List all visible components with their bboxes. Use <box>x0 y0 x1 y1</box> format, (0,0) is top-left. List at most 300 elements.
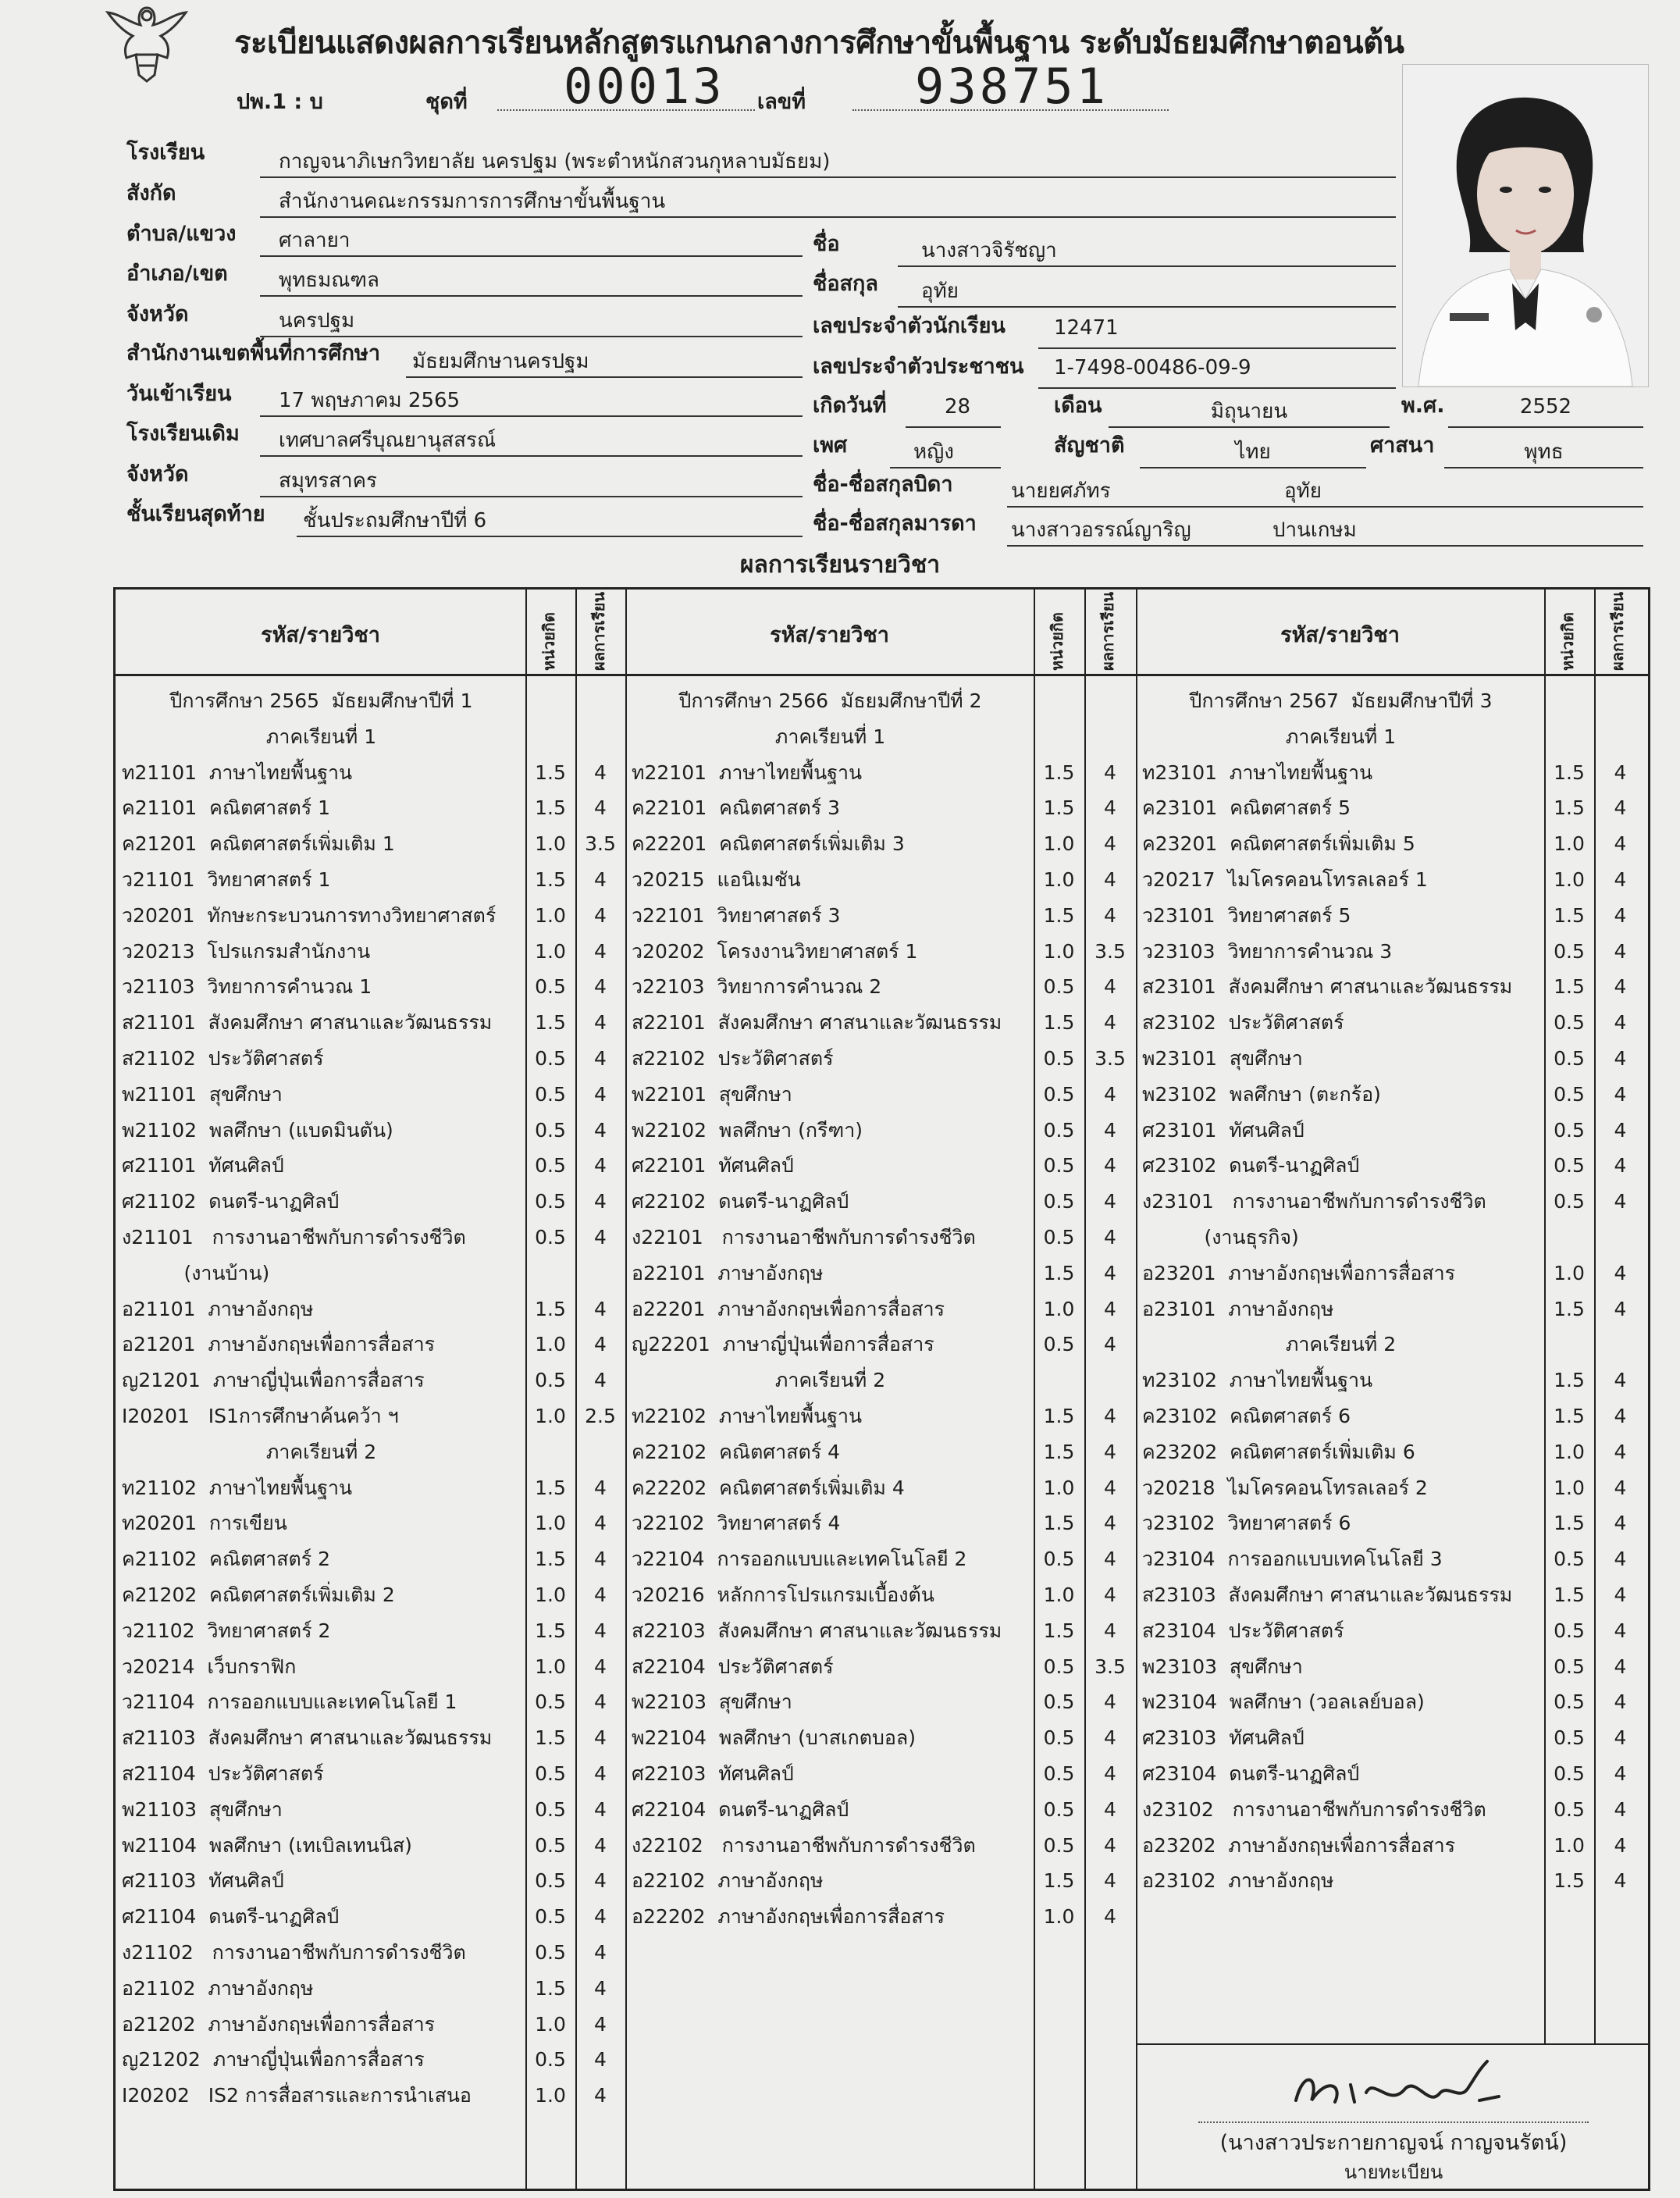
subject-cell: ส22101 สังคมศึกษา ศาสนาและวัฒนธรรม <box>632 1011 1002 1035</box>
subject-cell: พ22103 สุขศึกษา <box>632 1690 792 1714</box>
table-section-heading <box>625 683 1136 718</box>
credits-cell: 0.5 <box>1554 1762 1585 1785</box>
subject-cell: อ23201 ภาษาอังกฤษเพื่อการสื่อสาร <box>1142 1261 1456 1284</box>
credits-cell: 1.5 <box>1554 1512 1585 1535</box>
surname-label: ชื่อสกุล <box>813 272 878 296</box>
subject-cell: ศ22101 ทัศนศิลป์ <box>632 1154 794 1177</box>
area-office-field <box>406 345 803 378</box>
credits-cell: 0.5 <box>535 1690 566 1714</box>
grade-cell: 4 <box>1614 939 1627 963</box>
credits-cell: 1.0 <box>1043 1905 1075 1929</box>
subject-cell: ว22101 วิทยาศาสตร์ 3 <box>632 903 841 927</box>
grade-cell: 4 <box>1104 1405 1116 1427</box>
subject-cell: ง22101 การงานอาชีพกับการดำรงชีวิต <box>632 1226 976 1249</box>
credits-cell: 0.5 <box>1043 1762 1075 1785</box>
grade-cell: 4 <box>1614 1655 1627 1678</box>
grade-cell: 4 <box>1104 1082 1116 1106</box>
table-row <box>625 1828 1136 1863</box>
credits-cell: 0.5 <box>1043 1655 1075 1678</box>
subject-cell: ปีการศึกษา 2566 มัธยมศึกษาปีที่ 2 <box>678 689 982 712</box>
grade-cell: 4 <box>1614 1512 1627 1535</box>
grade-cell: 4 <box>1104 1440 1116 1463</box>
subject-cell: ว21102 วิทยาศาสตร์ 2 <box>122 1619 331 1642</box>
subject-cell: ญ22201 ภาษาญี่ปุ่นเพื่อการสื่อสาร <box>632 1333 934 1356</box>
table-row <box>116 2007 625 2042</box>
birth-year-value: 2552 <box>1519 395 1572 419</box>
credits-cell: 1.5 <box>535 1548 566 1571</box>
grades-table <box>113 587 1650 2191</box>
credits-cell: 1.0 <box>1554 1261 1585 1284</box>
credits-cell: 0.5 <box>1043 1190 1075 1213</box>
table-row <box>1136 1041 1646 1076</box>
grade-cell: 4 <box>594 1297 607 1320</box>
citizen-id-label: เลขประจำตัวประชาชน <box>813 354 1024 379</box>
credits-cell: 0.5 <box>1554 1011 1585 1035</box>
credits-column-header: หน่วยกิต <box>1048 612 1066 671</box>
subject-cell: ว23103 วิทยาการคำนวณ 3 <box>1142 939 1393 963</box>
credits-cell: 1.0 <box>1043 1476 1075 1499</box>
grade-cell: 4 <box>1104 796 1116 820</box>
subject-cell: ค23101 คณิตศาสตร์ 5 <box>1142 796 1351 820</box>
district-field <box>260 264 803 297</box>
grade-cell: 4 <box>594 2012 607 2036</box>
table-row <box>116 1684 625 1719</box>
credits-cell: 1.5 <box>1554 903 1585 927</box>
subject-cell: ภาคเรียนที่ 2 <box>265 1440 377 1463</box>
credits-cell: 0.5 <box>535 1226 566 1249</box>
grade-cell: 4 <box>1614 1797 1627 1821</box>
credits-cell: 0.5 <box>535 1905 566 1929</box>
credits-cell: 1.0 <box>1554 1476 1585 1499</box>
credits-cell: 0.5 <box>535 1833 566 1857</box>
grade-cell: 4 <box>594 1619 607 1642</box>
subject-cell: ศ21103 ทัศนศิลป์ <box>122 1869 284 1893</box>
credits-cell: 1.5 <box>1554 1297 1585 1320</box>
credits-cell: 1.0 <box>1043 939 1075 963</box>
subject-cell: ศ23101 ทัศนศิลป์ <box>1142 1118 1304 1142</box>
grade-cell: 4 <box>1614 1583 1627 1606</box>
grade-cell: 4 <box>1104 1905 1116 1929</box>
subject-cell: ส21103 สังคมศึกษา ศาสนาและวัฒนธรรม <box>122 1726 493 1750</box>
school-value: กาญจนาภิเษกวิทยาลัย นครปฐม (พระตำหนักสวนกุหลาบมัธยม) <box>279 150 831 173</box>
subject-cell: ปีการศึกษา 2565 มัธยมศึกษาปีที่ 1 <box>169 689 473 712</box>
table-row <box>1136 1792 1646 1827</box>
grade-cell: 4 <box>1104 1726 1116 1750</box>
subject-column-header: รหัส/รายวิชา <box>261 623 380 647</box>
province-value: นครปฐม <box>279 309 355 333</box>
grade-cell: 4 <box>594 1797 607 1821</box>
table-row <box>1136 1505 1646 1541</box>
table-row <box>1136 1828 1646 1863</box>
subject-cell: (งานบ้าน) <box>122 1261 270 1284</box>
table-row <box>625 1256 1136 1291</box>
table-row <box>625 826 1136 861</box>
credits-cell: 1.0 <box>535 2012 566 2036</box>
nationality-value: ไทย <box>1235 440 1271 464</box>
grade-cell: 4 <box>1614 903 1627 927</box>
credits-cell: 1.5 <box>535 868 566 891</box>
entry-date-field <box>260 384 803 417</box>
credits-cell: 0.5 <box>1043 1797 1075 1821</box>
table-row <box>116 1363 625 1398</box>
table-row <box>116 1291 625 1327</box>
grade-cell: 4 <box>1614 1548 1627 1571</box>
nationality-field <box>1140 436 1366 468</box>
subject-cell: ว23101 วิทยาศาสตร์ 5 <box>1142 903 1351 927</box>
grade-cell: 3.5 <box>1094 1655 1126 1678</box>
subject-cell: ปีการศึกษา 2567 มัธยมศึกษาปีที่ 3 <box>1189 689 1493 712</box>
credits-column-header: หน่วยกิต <box>539 612 558 671</box>
entry-date-label: วันเข้าเรียน <box>126 382 232 406</box>
table-section-heading <box>116 719 625 754</box>
credits-cell: 1.0 <box>1043 1297 1075 1320</box>
subject-cell: พ23103 สุขศึกษา <box>1142 1655 1303 1678</box>
table-row <box>1136 1005 1646 1040</box>
table-row <box>1136 1720 1646 1755</box>
credits-cell: 1.5 <box>535 1619 566 1642</box>
credits-cell: 0.5 <box>535 1869 566 1893</box>
credits-cell: 0.5 <box>535 1762 566 1785</box>
grade-cell: 4 <box>1614 1619 1627 1642</box>
table-row <box>625 1327 1136 1362</box>
subject-cell: ส21101 สังคมศึกษา ศาสนาและวัฒนธรรม <box>122 1011 493 1035</box>
grade-cell: 4 <box>594 1118 607 1142</box>
subject-cell: ว20216 หลักการโปรแกรมเบื้องต้น <box>632 1583 934 1606</box>
credits-cell: 0.5 <box>1043 1690 1075 1714</box>
credits-cell: 0.5 <box>1554 1655 1585 1678</box>
credits-cell: 1.5 <box>1554 1583 1585 1606</box>
grade-cell: 4 <box>594 1011 607 1035</box>
grade-cell: 4 <box>594 2048 607 2072</box>
subdistrict-value: ศาลายา <box>279 229 351 252</box>
grade-cell: 4 <box>594 2084 607 2107</box>
credits-cell: 1.5 <box>1043 1261 1075 1284</box>
grade-cell: 4 <box>1104 1583 1116 1606</box>
subject-cell: ท22102 ภาษาไทยพื้นฐาน <box>632 1405 863 1427</box>
table-row <box>625 790 1136 825</box>
credits-cell: 1.0 <box>535 2084 566 2107</box>
credits-cell: 0.5 <box>1554 1154 1585 1177</box>
last-grade-field <box>297 504 803 537</box>
table-row <box>1136 934 1646 969</box>
subject-cell: อ21201 ภาษาอังกฤษเพื่อการสื่อสาร <box>122 1333 436 1356</box>
religion-label: ศาสนา <box>1370 433 1435 458</box>
table-section-heading <box>1136 1327 1646 1362</box>
table-section-heading <box>116 683 625 718</box>
subject-cell: ศ22103 ทัศนศิลป์ <box>632 1762 794 1785</box>
credits-cell: 0.5 <box>535 1369 566 1392</box>
table-row <box>1136 1363 1646 1398</box>
subject-cell: ท21102 ภาษาไทยพื้นฐาน <box>122 1476 353 1499</box>
subject-cell: ส22104 ประวัติศาสตร์ <box>632 1655 834 1678</box>
subject-cell: อ22102 ภาษาอังกฤษ <box>632 1869 824 1893</box>
grade-cell: 4 <box>1614 1405 1627 1427</box>
credits-cell: 1.0 <box>535 1583 566 1606</box>
subject-cell: พ22104 พลศึกษา (บาสเกตบอล) <box>632 1726 916 1750</box>
table-row <box>116 1756 625 1791</box>
table-row <box>116 1863 625 1898</box>
mother-label: ชื่อ-ชื่อสกุลมารดา <box>813 511 977 536</box>
credits-cell: 0.5 <box>1554 1047 1585 1070</box>
table-row <box>1136 1649 1646 1684</box>
credits-cell: 0.5 <box>535 1118 566 1142</box>
subject-cell: ส23104 ประวัติศาสตร์ <box>1142 1619 1344 1642</box>
subject-cell: อ21101 ภาษาอังกฤษ <box>122 1297 314 1320</box>
grade-cell: 4 <box>1614 1369 1627 1392</box>
credits-cell: 1.0 <box>535 1512 566 1535</box>
grade-cell: 4 <box>1104 1011 1116 1035</box>
table-row <box>625 1398 1136 1434</box>
subject-cell: ว23104 การออกแบบเทคโนโลยี 3 <box>1142 1548 1443 1571</box>
subject-cell: อ22201 ภาษาอังกฤษเพื่อการสื่อสาร <box>632 1297 945 1320</box>
table-row <box>1136 1613 1646 1648</box>
credits-cell: 1.5 <box>535 1976 566 2000</box>
table-row <box>1136 1470 1646 1505</box>
subject-cell: อ23101 ภาษาอังกฤษ <box>1142 1297 1334 1320</box>
table-section-heading <box>625 1363 1136 1398</box>
subject-cell: ส21104 ประวัติศาสตร์ <box>122 1762 324 1785</box>
table-row <box>116 969 625 1004</box>
table-row <box>116 1041 625 1076</box>
credits-cell: 1.5 <box>535 796 566 820</box>
table-row <box>1136 1291 1646 1327</box>
table-row <box>116 1649 625 1684</box>
grade-cell: 4 <box>1104 1869 1116 1893</box>
subject-cell: ค21201 คณิตศาสตร์เพิ่มเติม 1 <box>122 832 395 856</box>
credits-cell: 1.0 <box>1554 868 1585 891</box>
table-row <box>1136 1220 1646 1255</box>
subject-cell: ท23102 ภาษาไทยพื้นฐาน <box>1142 1369 1373 1392</box>
table-row <box>116 1971 625 2006</box>
grade-cell: 4 <box>594 796 607 820</box>
table-row <box>625 1291 1136 1327</box>
subdistrict-field <box>260 224 803 257</box>
table-row <box>116 1327 625 1362</box>
grade-cell: 4 <box>1614 1440 1627 1463</box>
subject-cell: ศ21104 ดนตรี-นาฏศิลป์ <box>122 1905 340 1929</box>
name-field <box>898 234 1396 267</box>
grade-cell: 4 <box>1104 1190 1116 1213</box>
grade-cell: 2.5 <box>585 1405 616 1427</box>
table-row <box>1136 1756 1646 1791</box>
credits-cell: 1.5 <box>1043 1440 1075 1463</box>
grade-cell: 4 <box>1104 1476 1116 1499</box>
subject-column-header: รหัส/รายวิชา <box>770 623 889 647</box>
credits-cell: 0.5 <box>535 1797 566 1821</box>
table-row <box>625 1863 1136 1898</box>
previous-school-value: เทศบาลศรีบุณยานุสสรณ์ <box>279 429 497 452</box>
table-row <box>116 1613 625 1648</box>
table-row <box>625 1041 1136 1076</box>
subject-cell: ภาคเรียนที่ 2 <box>774 1369 886 1392</box>
grade-cell: 4 <box>1614 868 1627 891</box>
subject-cell: ศ21101 ทัศนศิลป์ <box>122 1154 284 1177</box>
table-row <box>116 1899 625 1934</box>
number-field <box>852 58 1169 115</box>
grade-cell: 4 <box>1104 1512 1116 1535</box>
table-row <box>1136 862 1646 897</box>
subject-cell: อ23102 ภาษาอังกฤษ <box>1142 1869 1334 1893</box>
subject-cell: ว23102 วิทยาศาสตร์ 6 <box>1142 1512 1351 1535</box>
grade-cell: 4 <box>1614 1726 1627 1750</box>
table-header-divider <box>116 674 1648 676</box>
grade-cell: 4 <box>1104 903 1116 927</box>
credits-cell: 1.0 <box>1043 832 1075 856</box>
subject-cell: ศ23104 ดนตรี-นาฏศิลป์ <box>1142 1762 1360 1785</box>
credits-cell: 0.5 <box>535 975 566 999</box>
subject-cell: ค23201 คณิตศาสตร์เพิ่มเติม 5 <box>1142 832 1415 856</box>
grade-cell: 4 <box>594 1226 607 1249</box>
credits-cell: 0.5 <box>1554 1118 1585 1142</box>
district-label: อำเภอ/เขต <box>126 262 228 286</box>
subject-cell: ค22102 คณิตศาสตร์ 4 <box>632 1440 840 1463</box>
credits-cell: 1.5 <box>535 1297 566 1320</box>
credits-cell: 0.5 <box>535 1154 566 1177</box>
registrar-signature <box>1280 2054 1514 2124</box>
last-grade-label: ชั้นเรียนสุดท้าย <box>126 502 265 526</box>
sex-label: เพศ <box>813 433 848 458</box>
mother-field <box>1007 514 1643 547</box>
section-title: ผลการเรียนรายวิชา <box>739 551 941 579</box>
table-row <box>116 1577 625 1612</box>
subject-cell: ท21101 ภาษาไทยพื้นฐาน <box>122 761 353 784</box>
grade-cell: 4 <box>1614 975 1627 999</box>
subject-column-header: รหัส/รายวิชา <box>1280 623 1400 647</box>
grade-cell: 4 <box>594 1833 607 1857</box>
previous-school-label: โรงเรียนเดิม <box>126 422 240 446</box>
subject-cell: ค21101 คณิตศาสตร์ 1 <box>122 796 330 820</box>
grade-cell: 4 <box>594 1583 607 1606</box>
credits-cell: 0.5 <box>1554 1082 1585 1106</box>
table-row <box>1136 898 1646 933</box>
credits-cell: 0.5 <box>535 1190 566 1213</box>
district-value: พุทธมณฑล <box>279 269 379 292</box>
table-row <box>116 1256 625 1291</box>
credits-cell: 0.5 <box>1043 1833 1075 1857</box>
grade-cell: 4 <box>594 1690 607 1714</box>
grade-cell: 4 <box>594 761 607 784</box>
table-row <box>116 1720 625 1755</box>
subject-cell: ว20217 ไมโครคอนโทรลเลอร์ 1 <box>1142 868 1428 891</box>
table-section-heading <box>116 1434 625 1469</box>
table-row <box>625 1541 1136 1576</box>
table-section-heading <box>625 719 1136 754</box>
table-row <box>116 1935 625 1970</box>
grade-cell: 4 <box>1104 1261 1116 1284</box>
birth-day-value: 28 <box>945 395 971 419</box>
credits-cell: 0.5 <box>1043 1118 1075 1142</box>
subject-cell: ส22103 สังคมศึกษา ศาสนาและวัฒนธรรม <box>632 1619 1002 1642</box>
set-number-field <box>497 58 755 115</box>
subject-cell: พ23101 สุขศึกษา <box>1142 1047 1303 1070</box>
table-row <box>116 1077 625 1112</box>
grade-cell: 4 <box>1104 1762 1116 1785</box>
subject-cell: พ22101 สุขศึกษา <box>632 1082 792 1106</box>
birth-day-field <box>906 395 1001 428</box>
grade-cell: 4 <box>594 1154 607 1177</box>
birth-month-label: เดือน <box>1054 394 1102 418</box>
table-row <box>625 755 1136 790</box>
credits-cell: 1.5 <box>1043 796 1075 820</box>
father-field <box>1007 475 1643 508</box>
student-id-field <box>1038 316 1396 349</box>
subject-cell: ว20201 ทักษะกระบวนการทางวิทยาศาสตร์ <box>122 903 497 927</box>
grade-column-header: ผลการเรียน <box>1098 591 1117 671</box>
subject-cell: ว22104 การออกแบบและเทคโนโลยี 2 <box>632 1548 967 1571</box>
credits-cell: 1.5 <box>1043 761 1075 784</box>
grade-cell: 4 <box>1614 1833 1627 1857</box>
credits-cell: 1.5 <box>535 1011 566 1035</box>
affiliation-value: สำนักงานคณะกรรมการการศึกษาขั้นพื้นฐาน <box>279 190 666 213</box>
sex-field <box>890 436 1001 468</box>
area-office-value: มัธยมศึกษานครปฐม <box>412 350 589 373</box>
set-number: 00013 <box>564 58 725 115</box>
grade-cell: 4 <box>594 939 607 963</box>
document-title: ระเบียนแสดงผลการเรียนหลักสูตรแกนกลางการศึกษาขั้นพื้นฐาน ระดับมัธยมศึกษาตอนต้น <box>234 25 1404 61</box>
table-row <box>625 1220 1136 1255</box>
table-row <box>116 1470 625 1505</box>
credits-cell: 1.0 <box>535 1655 566 1678</box>
credits-cell: 1.0 <box>535 1333 566 1356</box>
student-id-value: 12471 <box>1054 316 1119 340</box>
grade-cell: 4 <box>1614 1869 1627 1893</box>
previous-school-field <box>260 424 803 457</box>
subdistrict-label: ตำบล/แขวง <box>126 222 237 246</box>
subject-cell: ว21101 วิทยาศาสตร์ 1 <box>122 868 331 891</box>
table-row <box>116 1220 625 1255</box>
grade-cell: 4 <box>594 1190 607 1213</box>
subject-cell: I20202 IS2 การสื่อสารและการนำเสนอ <box>122 2084 472 2107</box>
province-field <box>260 305 803 337</box>
mother-first-name: นางสาวอรรณ์ญาริญ <box>1011 518 1191 542</box>
previous-province-field <box>260 465 803 497</box>
document-number: 938751 <box>915 58 1109 115</box>
father-last-name: อุทัย <box>1284 479 1322 503</box>
table-row <box>1136 1684 1646 1719</box>
credits-cell: 0.5 <box>535 1047 566 1070</box>
credits-cell: 0.5 <box>535 1941 566 1964</box>
registrar-title: นายทะเบียน <box>1344 2161 1443 2183</box>
credits-cell: 1.5 <box>1043 1512 1075 1535</box>
student-photo <box>1402 64 1649 387</box>
father-first-name: นายยศภัทร <box>1011 479 1111 503</box>
subject-cell: ว20202 โครงงานวิทยาศาสตร์ 1 <box>632 939 918 963</box>
table-row <box>116 1541 625 1576</box>
surname-value: อุทัย <box>921 280 959 303</box>
credits-cell: 1.5 <box>1554 1369 1585 1392</box>
grade-cell: 4 <box>1104 1690 1116 1714</box>
credits-cell: 1.0 <box>1554 1833 1585 1857</box>
grade-cell: 4 <box>594 1047 607 1070</box>
credits-cell: 1.5 <box>1554 796 1585 820</box>
subject-cell: ส23103 สังคมศึกษา ศาสนาและวัฒนธรรม <box>1142 1583 1513 1606</box>
credits-column-header: หน่วยกิต <box>1558 612 1577 671</box>
credits-cell: 1.0 <box>535 832 566 856</box>
table-row <box>1136 1434 1646 1469</box>
grade-cell: 4 <box>594 1941 607 1964</box>
table-row <box>116 1505 625 1541</box>
subject-cell: ค23102 คณิตศาสตร์ 6 <box>1142 1405 1351 1427</box>
subject-cell: (งานธุรกิจ) <box>1142 1226 1299 1249</box>
subject-cell: ค23202 คณิตศาสตร์เพิ่มเติม 6 <box>1142 1440 1415 1463</box>
father-label: ชื่อ-ชื่อสกุลบิดา <box>813 472 953 497</box>
credits-cell: 1.0 <box>535 903 566 927</box>
nationality-label: สัญชาติ <box>1054 433 1125 458</box>
credits-cell: 0.5 <box>1554 1548 1585 1571</box>
grade-cell: 4 <box>1104 1154 1116 1177</box>
area-office-label: สำนักงานเขตพื้นที่การศึกษา <box>126 341 380 365</box>
credits-cell: 1.5 <box>1043 903 1075 927</box>
